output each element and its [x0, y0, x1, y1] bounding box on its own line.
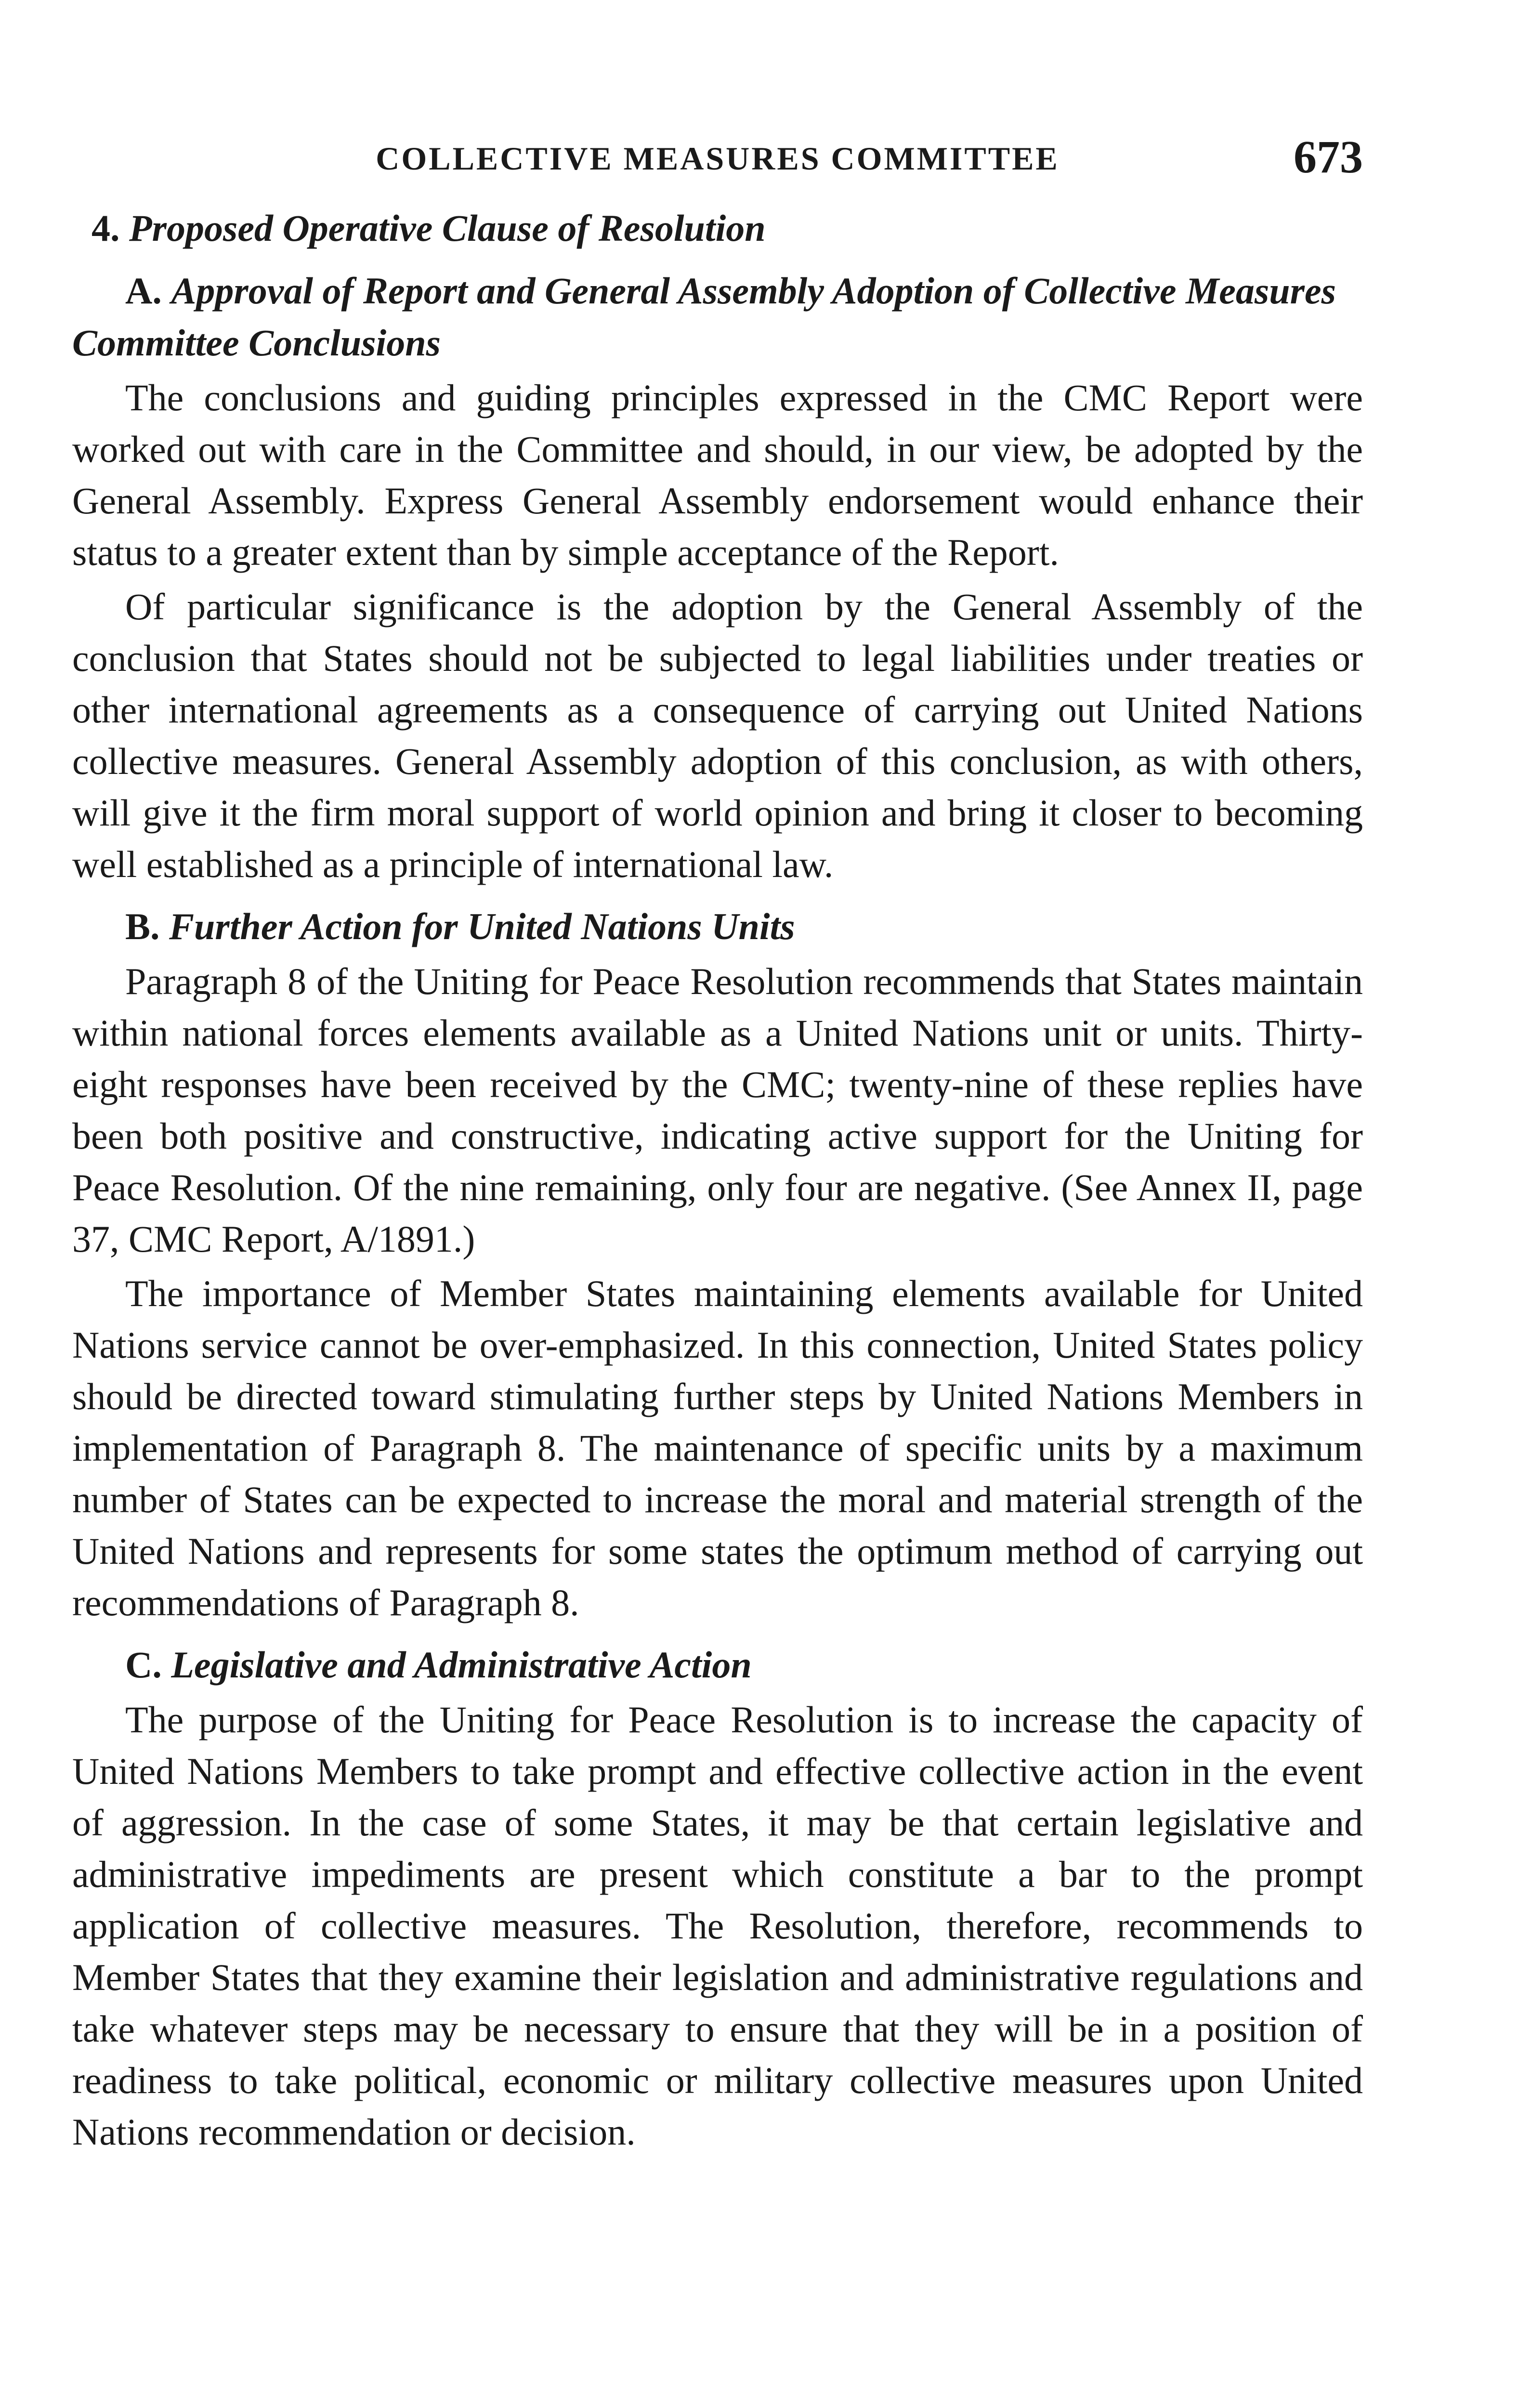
document-page	[72, 130, 1363, 2158]
section-b-letter: B.	[125, 905, 160, 947]
section-4-number: 4.	[92, 207, 120, 249]
running-title: COLLECTIVE MEASURES COMMITTEE	[376, 140, 1060, 177]
section-a-title: Approval of Report and General Assembly Adoption of Collective Measures Committee Conclusions	[72, 270, 1336, 364]
section-c-paragraph-1: The purpose of the Uniting for Peace Resolution is to increase the capacity of United Nations Members to take prompt and effective collective action in the event of aggression. In the case of some States, it may be that certain legislative and administrative impediments are present which constitute a bar to the prompt application of collective measures. The Resolution, therefore, recommends to Member States that they examine their legislation and administrative regulations and take whatever steps may be necessary to ensure that they will be in a position of readiness to take political, economic or military collective measures upon United Nations recommendation or decision.	[72, 1699, 1363, 2153]
section-b-paragraph-2: The importance of Member States maintaining elements available for United Nations service cannot be over-emphasized. In this connection, United States policy should be directed toward stimulating further steps by United Nations Members in implementation of Paragraph 8. The maintenance of specific units by a maximum number of States can be expected to increase the moral and material strength of the United Nations and represents for some states the optimum method of carrying out recommendations of Paragraph 8.	[72, 1272, 1363, 1623]
section-b-title: Further Action for United Nations Units	[169, 905, 795, 947]
section-4-heading	[92, 202, 1363, 254]
section-a-heading	[72, 265, 1363, 369]
section-b-paragraph-1: Paragraph 8 of the Uniting for Peace Resolution recommends that States maintain within national forces elements available as a United Nations unit or units. Thirty-eight responses have been received by the CMC; twenty-nine of these replies have been both positive and constructive, indicating active support for the Uniting for Peace Resolution. Of the nine remaining, only four are negative. (See Annex II, page 37, CMC Report, A/1891.)	[72, 960, 1363, 1260]
section-4-title: Proposed Operative Clause of Resolution	[129, 207, 766, 249]
page-number: 673	[1294, 131, 1363, 183]
section-c-letter: C.	[125, 1644, 162, 1686]
section-a-paragraph-1: The conclusions and guiding principles expressed in the CMC Report were worked out with care in the Committee and should, in our view, be adopted by the General Assembly. Express General Assembly endorsement would enhance their status to a greater extent than by simple acceptance of the Report.	[72, 377, 1363, 573]
section-b-heading	[125, 901, 1363, 953]
section-a-letter: A.	[125, 270, 162, 312]
section-a-paragraph-2: Of particular significance is the adoption by the General Assembly of the conclusion that States should not be subjected to legal liabilities under treaties or other international agreements as a consequence of carrying out United Nations collective measures. General Assembly adoption of this conclusion, as with others, will give it the firm moral support of world opinion and bring it closer to becoming well established as a principle of international law.	[72, 586, 1363, 885]
section-c-heading	[125, 1639, 1363, 1691]
section-c-title: Legislative and Administrative Action	[171, 1644, 752, 1686]
running-head	[72, 130, 1363, 188]
